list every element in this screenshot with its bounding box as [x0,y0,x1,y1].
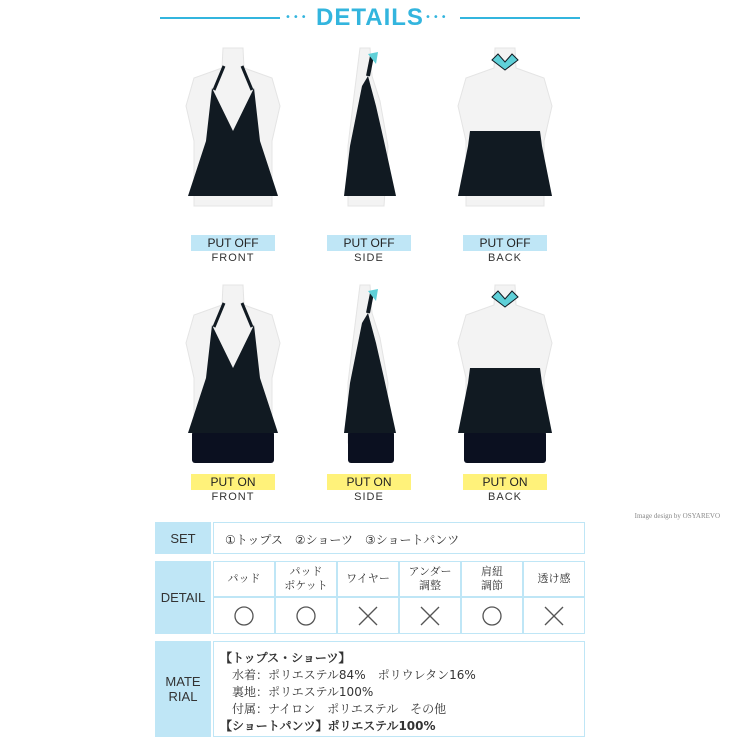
wear-state-tag: PUT ON [327,474,411,490]
detail-label: DETAIL [155,561,211,634]
header-line-right [460,17,580,19]
cross-mark-icon [399,597,461,634]
product-photo-off-side [304,46,434,236]
detail-header-text: アンダー 調整 [408,565,452,592]
cross-mark-icon [337,597,399,634]
cross-mark-icon [523,597,585,634]
material-line: 【トップス・ショーツ】 [220,651,351,665]
swimsuit-illustration [304,46,434,236]
swimsuit-illustration [440,46,570,236]
wear-state-tag: PUT OFF [463,235,547,251]
header [0,0,740,36]
circle-mark-icon [461,597,523,634]
view-label: SIDE [354,491,384,503]
set-label: SET [155,522,211,554]
wear-state-tag: PUT OFF [327,235,411,251]
view-label: FRONT [211,491,255,503]
material-line: 裏地：ポリエステル100% [220,685,374,699]
product-photo-on-front [168,283,298,473]
circle-mark-icon [213,597,275,634]
view-label: SIDE [354,252,384,264]
wear-state-tag: PUT OFF [191,235,275,251]
set-value: ①トップス ②ショーツ ③ショートパンツ [225,533,460,547]
material-label-line2: RIAL [168,689,198,704]
wear-state-tag: PUT ON [463,474,547,490]
swimsuit-illustration [168,283,298,473]
material-label [155,641,211,737]
detail-header-text: パッド ポケット [284,565,328,592]
circle-mark-icon [275,597,337,634]
header-dots-left: ••• [285,12,309,23]
material-line: 付属：ナイロン ポリエステル その他 [220,702,447,716]
detail-header-text: ワイヤー [346,572,390,585]
view-label: BACK [488,252,522,264]
detail-header-text: 透け感 [537,572,571,585]
material-label-line1: MATE [165,674,201,689]
material-line: 【ショートパンツ】ポリエステル100% [220,719,436,733]
view-label: FRONT [211,252,255,264]
header-dots-right: ••• [425,12,449,23]
wear-state-tag: PUT ON [191,474,275,490]
product-photo-off-front [168,46,298,236]
product-photo-on-back [440,283,570,473]
swimsuit-illustration [304,283,434,473]
view-label: BACK [488,491,522,503]
detail-header-text: パッド [227,572,261,585]
page-title: DETAILS [316,4,424,31]
image-credit: Image design by OSYAREVO [634,512,720,520]
detail-header-text: 肩紐 調節 [481,565,503,592]
swimsuit-illustration [440,283,570,473]
material-line: 水着：ポリエステル84% ポリウレタン16% [220,668,476,682]
product-photo-off-back [440,46,570,236]
product-photo-on-side [304,283,434,473]
swimsuit-illustration [168,46,298,236]
